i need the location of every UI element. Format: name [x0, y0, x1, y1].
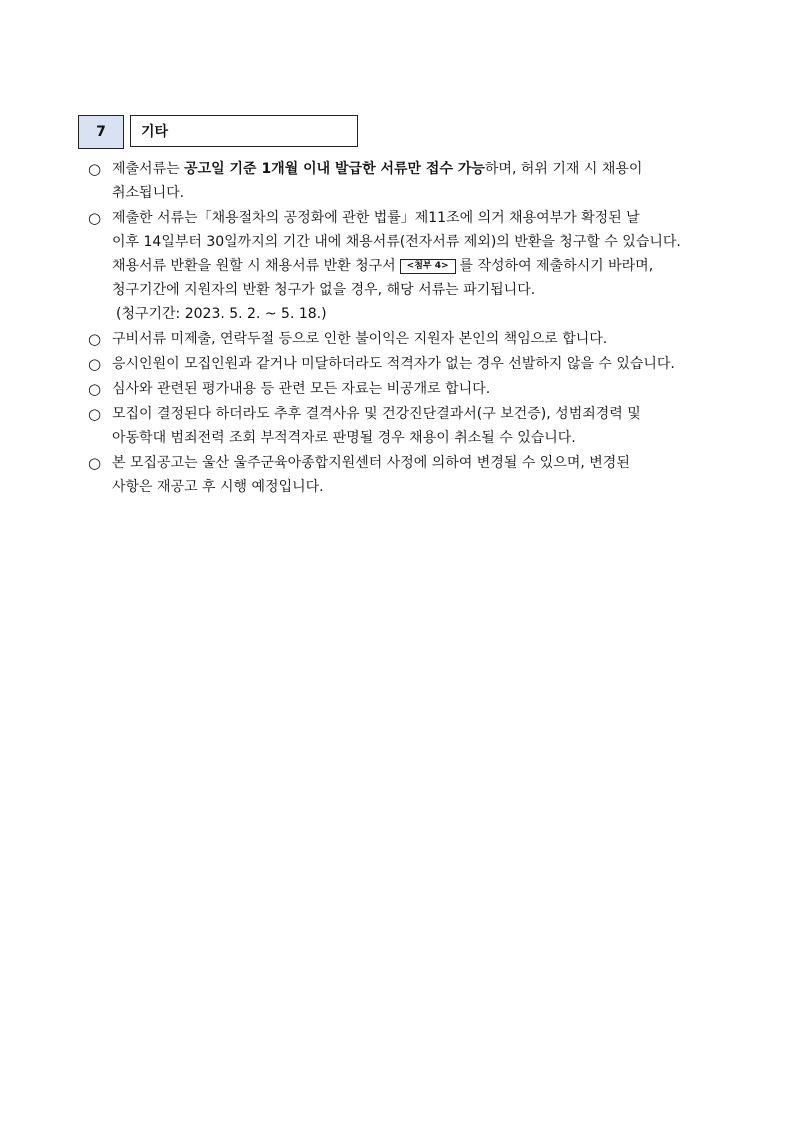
item-text: 를 작성하여 제출하시기 바라며,: [459, 258, 654, 274]
item-text: 제출한 서류는「채용절차의 공정화에 관한 법률」제11조에 의거 채용여부가 확정된 날: [112, 210, 640, 226]
item-text: 취소됩니다.: [112, 185, 185, 201]
circle-bullet-icon: ○: [88, 355, 102, 373]
item-text: 본 모집공고는 울산 울주군육아종합지원센터 사정에 의하여 변경될 수 있으며, 변경된: [112, 455, 630, 471]
circle-bullet-icon: ○: [88, 454, 102, 472]
circle-bullet-icon: ○: [88, 405, 102, 423]
item-text: 채용서류 반환을 원할 시 채용서류 반환 청구서: [112, 258, 396, 274]
list-item: [88, 157, 718, 205]
circle-bullet-icon: ○: [88, 330, 102, 348]
attachment-badge: <첨부 4>: [400, 259, 456, 274]
list-item: [88, 327, 718, 351]
item-text: 심사와 관련된 평가내용 등 관련 모든 자료는 비공개로 합니다.: [112, 381, 491, 397]
item-text: 아동학대 범죄전력 조회 부적격자로 판명될 경우 채용이 취소될 수 있습니다.: [112, 430, 576, 446]
list-item: [88, 451, 718, 499]
item-text: 제출서류는: [112, 161, 185, 177]
item-text: 하며, 허위 기재 시 채용이: [484, 161, 643, 177]
list-item: [88, 206, 718, 326]
section-title: 기타: [130, 115, 358, 147]
circle-bullet-icon: ○: [88, 380, 102, 398]
list-item: [88, 402, 718, 450]
section-number: 7: [78, 115, 124, 149]
item-text: 응시인원이 모집인원과 같거나 미달하더라도 적격자가 없는 경우 선발하지 않을 수 있습니다.: [112, 356, 675, 372]
circle-bullet-icon: ○: [88, 209, 102, 227]
notice-list: [88, 157, 718, 500]
list-item: [88, 352, 718, 376]
item-text-bold: 공고일 기준 1개월 이내 발급한 서류만 접수 가능: [184, 161, 485, 177]
circle-bullet-icon: ○: [88, 160, 102, 178]
item-text: 모집이 결정된다 하더라도 추후 결격사유 및 건강진단결과서(구 보건증), 성범죄경력 및: [112, 406, 641, 422]
claim-period: (청구기간: 2023. 5. 2. ~ 5. 18.): [116, 306, 327, 322]
item-text: 이후 14일부터 30일까지의 기간 내에 채용서류(전자서류 제외)의 반환을 청구할 수 있습니다.: [112, 234, 681, 250]
item-text: 청구기간에 지원자의 반환 청구가 없을 경우, 해당 서류는 파기됩니다.: [112, 282, 536, 298]
item-text: 사항은 재공고 후 시행 예정입니다.: [112, 479, 324, 495]
item-text: 구비서류 미제출, 연락두절 등으로 인한 불이익은 지원자 본인의 책임으로 합니다.: [112, 331, 608, 347]
list-item: [88, 377, 718, 401]
